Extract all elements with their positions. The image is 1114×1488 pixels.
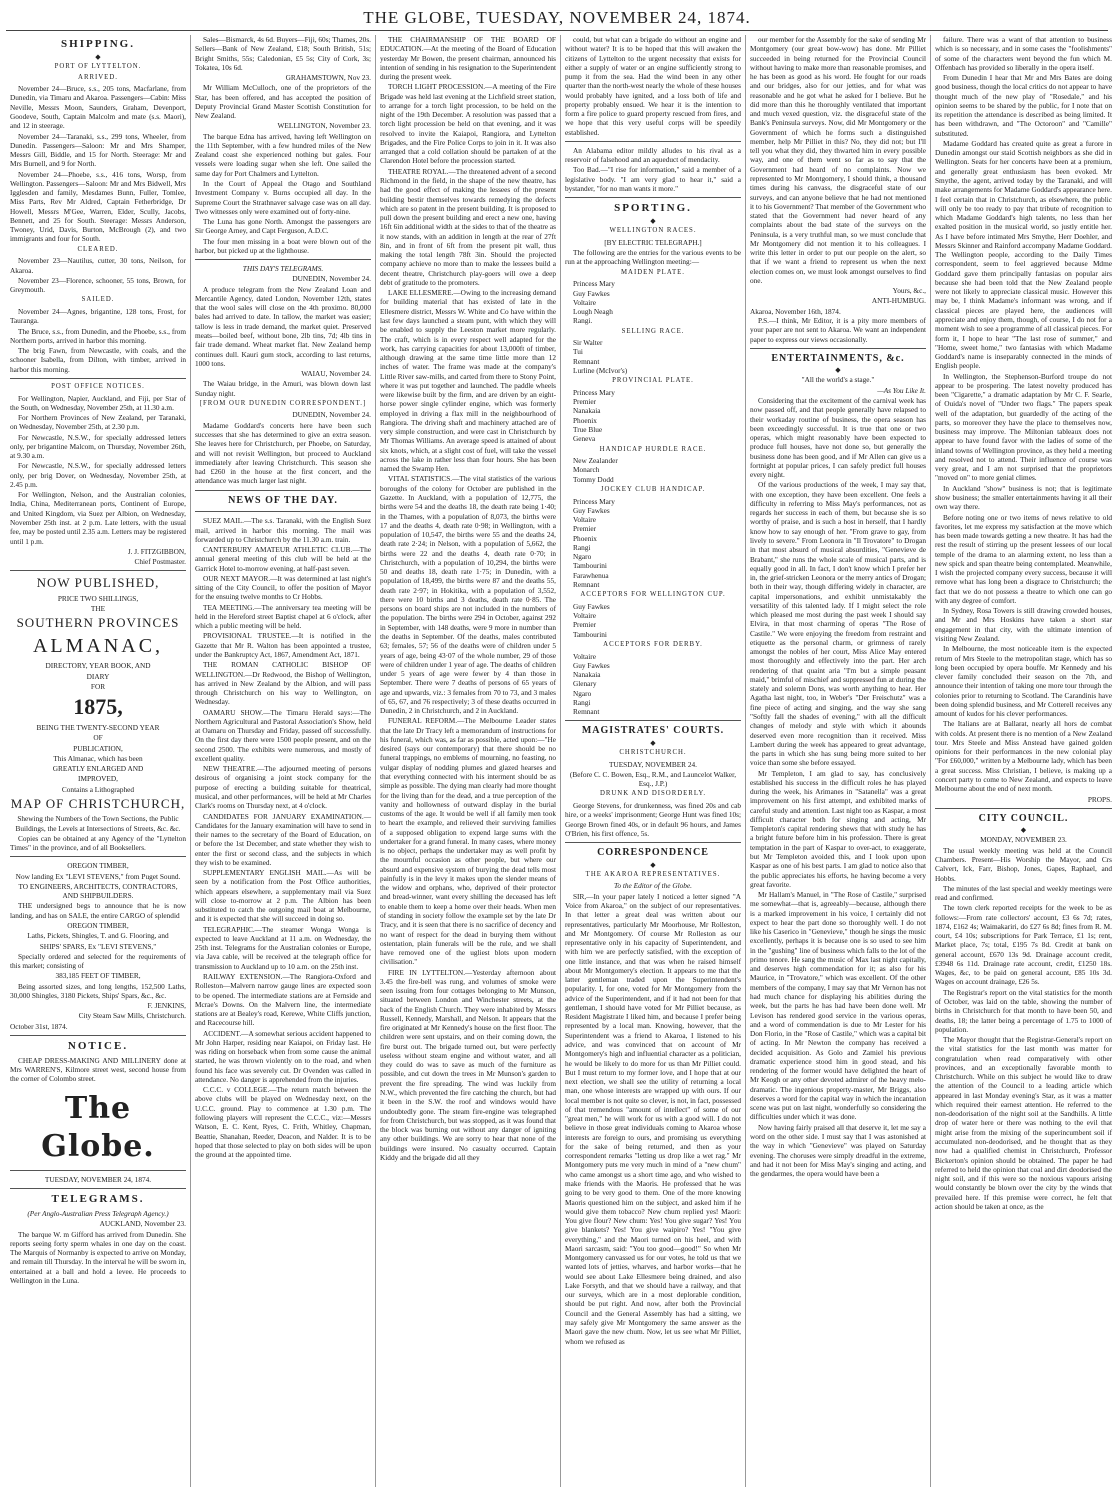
entertainments-heading: ENTERTAINMENTS, &c. — [771, 352, 905, 364]
paragraph: In Wellington, the Stephenson-Burford troupe do not appear to be prospering. The latest novelty produced has been "Cigarette," a dramatic adaptation by Mr C. F. Searle, of Ouida's novel of "Under two flags." The papers speak well of the adaptation, but guardedly of the acting of the parts, so moreover they have the place to themselves now, business may improve. The Miltonian tableaux does not appear to have found favor with the ladies of some of the inland towns of Wellington province, as they held a meeting and resolved not to attend. Their influence of course was very great, and I am not surprised that the proprietors "moved on" to more genial climes. — [935, 371, 1112, 483]
news-item: THE CHAIRMANSHIP OF THE BOARD OF EDUCATION.—At the meeting of the Board of Education yesterday Mr Bowen, the present chairman, announced his intention of sending in his resignation to the Superintendent during the present week. — [380, 35, 556, 82]
post-item: For Wellington, Napier, Auckland, and Fiji, per Star of the South, on Wednesday, November 25th, at 11.30 a.m. — [10, 393, 186, 412]
paragraph: The barque Edna has arrived, having left Wellington on the 11th September, with a few hundred miles of the New Zealand coast she experienced nothing but gales. Four vessels were loading sugar when she left. One sailed the same day for Port Chalmers and Lyttelton. — [195, 131, 371, 178]
ad-directory: DIRECTORY, YEAR BOOK, AND — [45, 661, 151, 671]
news-item: RAILWAY EXTENSION.—The Rangiora-Oxford and Rolleston—Malvern narrow gauge lines are expected soon to be opened. The intermediate stations are at Fernside and Mcrae's Downs. On the Malvern line, the intermediate stations are at Bealey's road, Kerewe, White Cliffs junction, and Racecourse hill. — [195, 972, 371, 1028]
telegraph-label: [BY ELECTRIC TELEGRAPH.] — [604, 237, 702, 247]
entry: Guy Fawkes — [573, 601, 610, 611]
city-council-date: MONDAY, NOVEMBER 23. — [980, 835, 1067, 845]
entry: Lurline (McIvor's) — [573, 366, 628, 376]
correspondence-text: our member for the Assembly for the sake of sending Mr Montgomery (our great bow-wow) has done. Mr Pilliet succeeded in being returned for the Provincial Council without having to make more than reasonable promises, and he has been as good as his word. He fought for our roads and our bridges, also for our jetties, and for what was reasonable and he got what he asked for I believe. But he did more than this he thoroughly ventilated that important and much vexed question, viz. the disgraceful state of the Bank's Peninsula surveys. Now, did Mr Montgomery or the Government of which he forms such a distinguished member, help Mr Pilliet in this? No, they did not; but I'll tell you what they did, they thwarted him in every possible way, and one of them went so far as to say that the Government had heard of no complaints. Now we represented to Mr Montgomery, I should think, a thousand times during his canvass, the disgraceful state of our surveys, and can anyone believe that he had not mentioned it to his Government? That member of the Government who stated that the Government had never heard of any complaints about the bad state of the surveys on the Peninsula, is a very truthful man, so we must conclude that Mr Montgomery did not mention it to his colleagues. I write this letter in order to put our people on the alert, so that if we want a friend to represent us when the next election comes on, we must look amongst ourselves to find one. — [750, 35, 926, 285]
ad-the: THE — [90, 604, 106, 614]
divider — [10, 378, 186, 379]
paragraph: A produce telegram from the New Zealand Loan and Mercantile Agency, dated London, November 12th, states that the wool sales will close on the 4th proximo. 80,000 bales had arrived to date. In tallow, the market was easier; tallow is less in trade demand, the market quiet. Preserved meats—boiled beef, without bone, 2lb tins, 7d; 4lb tins in fair trade demand. Wheat market flat. New Zealand hemp continues dull. Kauri gum stock, according to last returns, 1000 tons. — [195, 284, 371, 368]
entry: Premier — [573, 397, 597, 407]
entry: Voltaire — [573, 515, 596, 525]
arrived-item: November 24—Taranaki, s.s., 299 tons, Wheeler, from Dunedin. Passengers—Saloon: Mr and Mrs Shamper, Messrs Gill, Biddle, and 15 for North. Steerage: Mr and Mrs Burnell, and 9 for North. — [10, 131, 186, 169]
arrived-item: November 24—Bruce, s.s., 205 tons, Macfarlane, from Dunedin, via Timaru and Akaroa. Passengers—Cabin: Miss Neville, Messrs Moon, Saunders, Graham, Devenport, Goodeve, South, Captain Malcolm and mate (s.s. Maori), and 12 in steerage. — [10, 84, 186, 131]
shipping-heading: SHIPPING. — [61, 38, 135, 50]
globe-logo: The Globe. — [41, 1090, 155, 1164]
arrived-item: November 24—Phoebe, s.s., 416 tons, Worsp, from Wellington. Passengers—Saloon: Mr and Mrs Bidwell, Mrs Igglesden and family, Mesdames Bunn, Fuller, Tomlee, Miss Parts, Rev Mr Aldred, Captain Fetherbridge, Dr Howell, Messrs M'Gee, Warren, Elder, Scully, Jacobs, Bennett, and 25 for South. Steerage: Messrs Anderson, Twoney, Urid, Davis, Burton, McBrough (2), and two immigrants and four for South. — [10, 169, 186, 244]
news-item: An Alabama editor mildly alludes to his rival as a reservoir of falsehood and an aqueduct of mendacity. — [565, 145, 741, 165]
ad-being: BEING THE TWENTY-SECOND YEAR — [36, 722, 160, 732]
engineers-laths: Laths, Pickets, Shingles, T. and G. Flooring, and — [27, 931, 169, 941]
paragraph: The Waiau bridge, in the Amuri, was blown down last Sunday night. — [195, 379, 371, 398]
news-item: VITAL STATISTICS.—The vital statistics of the various boroughs of the colony for October are published in the Gazette. In Auckland, with a population of 12,775, the births were 54 and the deaths 18, the death rate being 1·40; in the Thames, with a population of 8,073, the births were 17 and the deaths 4, death rate 0·98; in Wellington, with a population of 10,547, the births were 55 and the deaths 24, death rate 2·24; in Nelson, with a population of 5,662, the births were 22 and the deaths 4, death rate 0·70; in Christchurch, with a population of 10,294, the births were 50 and deaths 18, death rate 1·75; in Dunedin, with a population of 18,499, the births were 87 and the deaths 55, death rate 2·97; in Hokitika, with a population of 3,552, there were 10 births and 3 deaths, death rate 0·85. The persons on board ships are not included in the numbers of the population. The births were 294 in October, against 292 in September, with 148 deaths, were 9 more in number than the deaths in September. Of the deaths, males contributed 63; females, 57; 56 of the deaths were of children under 5 years of age, being 43·07 of the whole number, 29 of those were of children under 1 year of age. The deaths of children under 5 years of age were fewer by 4 than those in September. There were 7 deaths of persons of 65 years of age and upwards, viz.: 3 females from 70 to 73, and 3 males of 65, 67, and 76 respectively; 3 of these deaths occurred in Dunedin, 2 in Christchurch, and 2 in Auckland. — [380, 474, 556, 716]
props-signature: PROPS. — [1087, 794, 1112, 804]
entry: Farawhenua — [573, 570, 609, 580]
ad-contains: Contains a Lithographed — [61, 784, 135, 794]
sailed-item: November 24—Agnes, brigantine, 128 tons, Frost, for Tauranga. — [10, 307, 186, 326]
masthead: THE GLOBE, TUESDAY, NOVEMBER 24, 1874. — [6, 0, 1108, 31]
news-item: LAKE ELLESMERE.—Owing to the increasing demand for building material that has existed of late in the Ellesmere district, Messrs W. White and Co have within the last few days launched a steam punt, with which they will be enabled to supply the Leeston market more regularly. The craft, which is in every respect well adapted for the work, has carrying capacities for about 13,000ft of timber, although drawing at the same time little more than 12 inches of water. The frame was made at the company's Little River saw-mills, and carted from there to Stony Point, where it was put together and launched. The paddle wheels were likewise built by the firm, and are driven by an eight-horse power single cylinder engine, which was formerly employed in driving a flax mill in the neighbourhood of Rangiora. The driving shaft and machinery attached are of very simple construction, and were cast in Christchurch by Mr Thomas Williams. An average speed is attained of about six knots, which, at a slight cost of fuel, will take the vessel across the lake in rather less than four hours. She has been named the Swamp Hen. — [380, 288, 556, 474]
shipping-note: The brig Fawn, from Newcastle, with coals, and the schooner Isabella, from Dilton, with timber, arrived in harbor this morning. — [10, 346, 186, 374]
correspondent-label: [FROM OUR DUNEDIN CORRESPONDENT.] — [199, 399, 367, 407]
entry-list — [565, 497, 741, 590]
entry: Voltaire — [573, 651, 596, 661]
entry: Tambourini — [573, 561, 607, 571]
dateline: DUNEDIN, November 24. — [292, 410, 371, 420]
news-item: TORCH LIGHT PROCESSION.—A meeting of the Fire Brigade was held last evening at the Lichfield street station, to arrange for a torch light procession, to be held on the night of the 19th December. A resolution was passed that a torch light procession be held on that evening, and it was resolved to invite the Kaiapoi, Rangiora, and Lyttelton Brigades, and the Fire Police Corps to join in it. It was also arranged that a cold collation should be partaken of at the Clarendon Hotel before the procession started. — [380, 82, 556, 166]
ad-diary: DIARY — [86, 671, 110, 681]
ad-year: 1875, — [73, 694, 123, 720]
news-item: TEA MEETING.—The anniversary tea meeting will be held in the Hereford street Baptist chapel at 6 o'clock, after which a public meeting will be held. — [195, 602, 371, 631]
correspondence-heading: CORRESPONDENCE — [597, 847, 709, 859]
entry-list — [565, 602, 741, 639]
entry: Guy Fawkes — [573, 288, 610, 298]
notice-text: CHEAP DRESS-MAKING AND MILLINERY done at Mrs WARREN'S, Kilmore street west, second house from the corner of Colombo street. — [10, 1055, 186, 1084]
entry: Princess Mary — [573, 387, 615, 397]
entry: Ngaro — [573, 552, 592, 562]
entry: Sir Walter — [573, 338, 603, 348]
post-item: For Newcastle, N.S.W., for specially addressed letters only, per brig Dover, on Wednesday, November 25th, at 2.45 p.m. — [10, 461, 186, 489]
entry: Phoenix — [573, 533, 597, 543]
news-item: FUNERAL REFORM.—The Melbourne Leader states that the late Dr Tracy left a memorandum of instructions for his funeral, which was, as far as possible, acted upon:—"He desired (says our contemporary) that there should be no funeral trappings, no emblems of mourning, no feasting, no vulgar display of nodding plumes and glazed hearses and that everything connected with his interment should be as simple as possible. The dying man clearly had more thought for the living than for the dead, and a true perception of the vanity and hollowness of outward display in the burial customs of the age. It would be well if all family men took to heart the example, and relieved their surviving families of a supposed obligation to expend large sums with the undertaker for a grand funeral. In many cases, where money is no object, perhaps the undertaker may as well profit by the mournful occasion as other people, but where our absurd and expensive system of burying the dead tells most painfully is in the levy it makes upon the slender means of the widow and orphans, who, deprived of their protector and bread-winner, want every shilling the deceased has left to enable them to keep a home over their heads. When men of standing in society follow the example set by the late Dr Tracy, and it is seen that there is no sacrifice of decency and no want of respect for the dead in burying them without ostentation, plain funerals will be the rule, and we shall have removed one of the ugliest blots upon modern civilisation." — [380, 716, 556, 967]
ornament: ◆ — [650, 217, 656, 226]
news-of-the-day-heading: NEWS OF THE DAY. — [228, 494, 338, 506]
ad-map: MAP OF CHRISTCHURCH, — [10, 795, 186, 811]
news-item: THE ROMAN CATHOLIC BISHOP OF WELLINGTON.—Dr Redwood, the Bishop of Wellington, has arrived in New Zealand by the Albion, and will pass through Christchurch on his way to Wellington, on Wednesday. — [195, 660, 371, 707]
divider — [10, 1170, 186, 1171]
ornament: ◆ — [95, 52, 101, 61]
news-item: CANTERBURY AMATEUR ATHLETIC CLUB.—The annual general meeting of this club will be held at the Garrick Hotel to-morrow evening, at half-past seven. — [195, 545, 371, 573]
post-office-heading: POST OFFICE NOTICES. — [51, 382, 145, 390]
date-line: TUESDAY, NOVEMBER 24, 1874. — [44, 1174, 152, 1184]
dateline: WELLINGTON, November 23. — [277, 121, 371, 131]
entry-list — [565, 338, 741, 375]
paragraph: The Mayor thought that the Registrar-General's report on the vital statistics for the last month was matter for congratulation when read comparatively with other provinces, and an exceptionally favorable month to Christchurch. While on this subject he would like to draw the attention of the Council to a leading article which appeared in last Monday evening's Star, as it was a matter which required their earnest attention. He referred to the non-deodorisation of the night soil at the Sandhills. A little drop of water here or there was nothing to the evil that might arise from the mixing of the superincumbent soil if accumulated non-deodorised, and he thought that as they now had a qualified chemist in Christchurch, Professor Bickerton's opinion should be obtained. The paper he had referred to held the opinion that coal and dirt deodorised the night soil, and if this were so the noxious vapours arising would constantly be blown over the city by the winds that prevailed here. If this premise were correct, he felt that action should be taken at once, as the — [935, 1035, 1112, 1211]
paragraph: In the Court of Appeal the Otago and Southland Investment Company v. Burns occupied all day. In the Supreme Court the Strathnaver salvage case was on all day. Two witnesses only were examined out of forty-nine. — [195, 178, 371, 216]
divider — [935, 808, 1112, 809]
entry: Remnant — [573, 356, 600, 366]
news-item: ACCIDENT.—A somewhat serious accident happened to Mr John Harper, residing near Kaiapoi, on Friday last. He was riding on horseback when from some cause the animal started, he was thrown violently on to the road, and when found his face was severely cut. Dr Ovenden was called in attendance. No danger is apprehended from the injuries. — [195, 1028, 371, 1084]
divider — [195, 511, 371, 512]
ornament: ◆ — [650, 860, 656, 869]
city-council-heading: CITY COUNCIL. — [978, 812, 1069, 824]
entry: Premier — [573, 524, 597, 534]
entry: Rangi. — [573, 316, 593, 326]
post-item: For Northern Provinces of New Zealand, per Taranaki, on Wednesday, November 25th, at 2.30 p.m. — [10, 413, 186, 432]
ad-for: FOR — [90, 681, 106, 691]
divider — [565, 720, 741, 721]
news-item: SUPPLEMENTARY ENGLISH MAIL.—As will be seen by a notification from the Post Office authorities, which appears elsewhere, a supplementary mail via Suez will close to-morrow at 2 p.m. The Albion has been substituted to catch the outgoing mail boat at Melbourne, and it is expected that she will succeed in doing so. — [195, 868, 371, 924]
race-heading: SELLING RACE. — [621, 327, 685, 335]
paragraph: The Luna has gone North. Amongst the passengers are Sir George Arney, and Capt Ferguson, A.D.C. — [195, 217, 371, 236]
paragraph: Of the various productions of the week, I may say that, with one exception, they have been excellent. One feels a difficulty in referring to Miss May's performances, not as regards her success in each of them, but because she is so worthy of praise, and is such a host in herself, that I hardly know how to say enough of her. "From grave to gay, from lively to severe." From Leonora in "Il Trovatore" to Drogan in that most absurd of musical absurdities, "Genevieve de Brabant," she runs the whole scale of musical parts, and is equally good in all. In fact, I don't know which I prefer her in, the grief-stricken Leonora or the merry antics of Drogan; both in their way, though differing widely in character, are capital impersonations, and exhibit unmistakably the versatility of this talented lady. If I might select the role which pleased me most during the past week I should say Elvira, in that most charming of operas "The Rose of Castile." We were enjoying the freedom from restraint and etiquette as the personal charm, or grimness of rarely amongst the nobles of her court, Miss Alice May entered most thoroughly and effectively into the part. Her arch rendering of that quaint aria "I'm but a simple peasant maid," brimful of mischief and suppressed fun at during the stately and solemn Dons, was worth anything to hear. Her Agatha last night, too, in Weber's "Der Freischutz" was a fine piece of acting and singing, and the way she sang "Softly fall the shades of evening," with all the difficult changes of melody and style with which it abounds deserved even more recognition than it received. Miss Lambert during the week has appeared to great advantage, the parts in which she has sung being more suited to her voice than some she before essayed. — [750, 480, 926, 768]
divider — [10, 570, 186, 571]
paragraph: Before noting one or two items of news relative to old favorites, let me express my satisfaction at the move which has been made towards getting a new theatre. It has had the rest the result of stirring up the present lessees of our local temple of the drama to an alarming extent, no less than a new spick and span theatre being contemplated. Meanwhile, I wish the projected company every success, because it will remove what has long been a disgrace to Christchurch; the fact that we do not possess a theatre to which one can go with any degree of comfort. — [935, 512, 1112, 605]
paragraph: Considering that the excitement of the carnival week has now passed off, and that people generally have relapsed to their workaday routine of business, the opera season has been exceedingly successful. It is true that one or two operas, which might reasonably have been expected to produce full houses, have not done so, but generally the business done has been good, and if Mr Allen can give us a fortnight at popular prices, I can safely predict full houses every night. — [750, 395, 926, 480]
entry-list — [565, 279, 741, 325]
entry: Tommy Dodd — [573, 474, 614, 484]
news-item: SUEZ MAIL.—The s.s. Taranaki, with the English Suez mail, arrived in harbor this morning. The mail was forwarded up to Christchurch by the 11.30 a.m. train. — [195, 516, 371, 544]
ad-publication: PUBLICATION, — [73, 743, 123, 753]
arrived-label: ARRIVED. — [78, 73, 118, 81]
entry: Voltaire — [573, 611, 596, 621]
entry: True Blue — [573, 424, 603, 434]
paragraph: Sales—Bismarck, 4s 6d. Buyers—Fiji, 60s; Thames, 20s. Sellers—Bank of New Zealand, £18; South British, 51s; Bright Smiths, 55s; Caledonian, £5 5s; City of Cork, 3s; Tokatea, 10s 6d. — [195, 35, 371, 72]
paragraph: Mr Hallam's Manuel, in "The Rose of Castile," surprised me somewhat—that is, agreeably—because, although there is a marked improvement in his voice, I certainly did not expect to hear the part done so thoroughly well. I do not like his Caserico in "Genevieve," though he sings the music excellently, perhaps it is because one is so used to see him in the "gushing" line of business which falls to the lot of the primo tenore. He sang the music of Max last night capitally, and deserves high commendation for it; as also for his Maurice, in "Trovatore," which was excellent. Of the other members of the company, I may say that Mr Vernon has not had much chance for displaying his abilities during the week, but the parts he has had have been done well. Mr Levison has rendered good service in the various operas, and a word of commendation is due to Mr Lester for his Don Florio, in the "Rose of Castile," which was a capital bit of acting. In Mr Newton the company has received a decided acquisition. As Golo and Zamiel his previous dramatic experience stood him in good stead, and his rendering of the former would have delighted the heart of Mr Keogh or any other devoted admirer of the heavy melo-dramatic. The ingenious property-master, Mr Briggs, also deserves a word for the capital way in which the incantation scene was put on last night, wonderfully so considering the difficulties under which it was done. — [750, 890, 926, 1122]
correspondence-sub: THE AKAROA REPRESENTATIVES. — [585, 870, 721, 878]
news-item: Too Bad.—"I rise for information," said a member of a legislative body. "I am very glad to hear it," said a bystander, "for no man wants it more." — [565, 165, 741, 193]
sailed-label: SAILED. — [81, 296, 115, 304]
engineers-oregon: OREGON TIMBER, — [67, 920, 129, 930]
entry: Remnant — [573, 579, 600, 589]
entry-list — [565, 456, 741, 484]
engineers-signature: F. JENKINS, — [147, 1001, 186, 1011]
entry: Lough Neagh — [573, 307, 613, 317]
engineers-assorted: Being assorted sizes, and long lengths, 152,500 Laths, 30,000 Shingles, 3180 Pickets, Ships' Spars, &c., &c. — [10, 981, 186, 1000]
entry: Guy Fawkes — [573, 660, 610, 670]
entry: Tui — [573, 347, 583, 357]
divider — [565, 141, 741, 142]
post-item: For Wellington, Nelson, and the Australian colonies, India, China, Mediterranean ports, Continent of Europe, and United Kingdom, via Suez per Albion, on Wednesday, November 25th inst. at 2 p.m. Late letters, with the usual fee, may be posted until 2.35 a.m. Letters may be registered until 1 p.m. — [10, 490, 186, 546]
paragraph: In Sydney, Rosa Towers is still drawing crowded houses, and Mr and Mrs Hoskins have taken a short star engagement in that city, with the ultimate intention of visiting New Zealand. — [935, 606, 1112, 643]
entry: Glenary — [573, 679, 597, 689]
telegrams-sub: (Per Anglo-Australian Press Telegraph Agency.) — [27, 1209, 169, 1219]
entry-list — [565, 388, 741, 444]
magistrates-date: TUESDAY, NOVEMBER 24. — [609, 759, 697, 769]
oregon-landing: Now landing Ex "LEVI STEVENS," from Puget Sound. — [15, 871, 181, 881]
telegrams-text: The barque W. m Gifford has arrived from Dunedin. She reports seeing forty sperm whales in one day on the coast. The Marquis of Normanby is expected to arrive on Monday, and remain till Thursday. In the interval he will be sworn in, entertained at a ball and hold a levee. He proceeds to Wellington in the Luna. — [10, 1229, 186, 1285]
news-item: TELEGRAPHIC.—The steamer Wonga Wonga is expected to leave Auckland at 11 a.m. on Wednesday, the 25th inst. Telegrams for the Australian colonies or Europe, via Java cable, will be received at the telegraph office for transmission to Auckland up to 10 a.m. on the 25th inst. — [195, 924, 371, 971]
paragraph: In Auckland "show" business is not; that is legitimate show business; the smaller entertainments having it all their own way there. — [935, 483, 1112, 512]
oregon-heading: OREGON TIMBER, — [67, 861, 129, 871]
engineers-text: THE undersigned begs to announce that he is now landing, and has on SALE, the entire CARGO of splendid — [10, 901, 186, 920]
race-heading: HANDICAP HURDLE RACE. — [599, 445, 707, 453]
divider — [10, 1188, 186, 1189]
entertainments-quote: "All the world's a stage." — [801, 375, 875, 385]
entry: Geneva — [573, 434, 596, 444]
entry: Phoenix — [573, 415, 597, 425]
dateline: DUNEDIN, November 24. — [292, 274, 371, 284]
paragraph: Madame Goddard's concerts here have been such successes that she has determined to give an extra season. She leaves here for Christchurch, per Phoebe, on Saturday, and will not revisit Wellington, but proceed to Auckland immediately after leaving Christchurch. This season she had £260 in the house at the first concert, and the attendance was much larger last night. — [195, 420, 371, 486]
dateline: WAIAU, November 24. — [301, 369, 371, 379]
ad-now-published: NOW PUBLISHED, — [36, 575, 160, 591]
entry: Premier — [573, 620, 597, 630]
divider — [10, 1035, 186, 1036]
ornament: ◆ — [835, 366, 841, 375]
entry-list — [565, 652, 741, 717]
cleared-label: CLEARED. — [77, 245, 119, 253]
this-days-telegrams-heading: THIS DAY'S TELEGRAMS. — [242, 264, 324, 274]
news-item: C.C.C. v COLLEGE.—The return match between the above clubs will be played on Wednesday next, on the U.C.C. ground. Play to commence at 1.30 p.m. The following players will represent the C.C.C., viz:—Messrs Watson, E. C. Kent, Ryes, C. Frith, Whitley, Chapman, Beattie, Shanahan, Reeder, Deacon, and Nalder. It is to be hoped that those selected to play on both sides will be upon the ground at the appointed time. — [195, 1085, 371, 1160]
magistrates-text: George Stevens, for drunkenness, was fined 20s and cab hire, or a weeks' imprisonment; George Hunt was fined 10s; George Brown fined 40s, or in default 96 hours, and James O'Brien, his first offence, 5s. — [565, 801, 741, 838]
column-6 — [931, 35, 1114, 1487]
ad-copies: Copies can be obtained at any Agency of the "Lyttelton Times" in the province, and of all Booksellers. — [10, 833, 186, 853]
race-heading: ACCEPTORS FOR WELLINGTON CUP. — [580, 591, 726, 599]
paragraph: The Registrar's report on the vital statistics for the month of October, was laid on the table, showing the number of births in Christchurch for that month to have been 50, and deaths, 18; the latter being a percentage of 1.75 to 1000 of population. — [935, 987, 1112, 1034]
column-3 — [376, 35, 561, 1487]
entry: Rangi — [573, 697, 591, 707]
port-heading: PORT OF LYTTELTON. — [54, 62, 142, 70]
paragraph: From Dunedin I hear that Mr and Mrs Bates are doing good business, though the local critics do not appear to have thought much of the new play of "Rosedale," and his opinion seems to be shared by the public, for I note that on its repetition the attendance is described as being limited. It has been withdrawn, and "The Octoroon" and "Camille" substituted. — [935, 73, 1112, 138]
news-item: PROVISIONAL TRUSTEE.—It is notified in the Gazette that Mr R. Walton has been appointed a trustee, under the Bankruptcy Act, 1867, Amendment Act, 1871. — [195, 631, 371, 659]
divider — [565, 842, 741, 843]
dateline: GRAHAMSTOWN, Nov 23. — [285, 73, 371, 83]
letter-signature: ANTI-HUMBUG. — [871, 296, 926, 306]
news-item: could, but what can a brigade do without an engine and without water? It is to be hoped that this will awaken the citizens of Lyttelton to the urgent necessity that exists for either a supply of water or an engine sufficiently strong to pump it from the sea. Had the wind been in any other quarter than the north-west nearly the whole of these houses would probably have ignited, and a loss both of life and property probably ensued. We hear it is the intention to form a fire police to guard property rescued from fires, and we hope that this very useful corps will be speedily established. — [565, 35, 741, 137]
paragraph: Madame Goddard has created quite as great a furore in Dunedin amongst our staid Scottish neighbors as she did in Wellington. Seats for her concerts have been at a premium, and generally great enthusiasm has been evoked. Mr Smythe, the agent, arrived today by the Taranaki, and will make arrangements for Madame Goddard's appearance here. I feel certain that in Christchurch, as elsewhere, the public will only be too ready to pay that tribute of recognition to which Madame Goddard's high talents, no less than her exalted position in the musical world, so justly entitle her. As I have before intimated Mrs Smythe, Herr Doehler, and Messrs Skinner and Rainford accompany Madame Goddard. The Wellington people, according to the Daily Times correspondent, seem to feel aggrieved because Mdme Goddard gave them principally fantasias on popular airs because she had been told that the New Zealand people were not likely to appreciate classical music. However this may be, I think Madame's informant was wrong, and if classical pieces are played here, the audiences will appreciate and enjoy them, though, of course, I do not for a moment wish to see a programme of all classical pieces. For form it, I hope to hear "The last rose of summer," and "Home, sweet home," two fantasias with which Madame Goddard's name is inseparably connected in the minds of English people. — [935, 138, 1112, 371]
entry: Remnant — [573, 707, 600, 717]
telegrams-heading: TELEGRAMS. — [51, 1193, 145, 1206]
paragraph: Now having fairly praised all that deserve it, let me say a word on the other side. I must say that I was astonished at the way in which "Genevieve" was played on Saturday evening. The choruses were simply dreadful in the extreme, and had it not been for Miss May's singing and acting, and the gendarmes, the opera would have been a — [750, 1122, 926, 1179]
divider — [195, 259, 371, 260]
paragraph: The usual weekly meeting was held at the Council Chambers. Present—His Worship the Mayor, and Crs Calvert, Ick, Farr, Bishop, Jones, Gapes, Raphael, and Hobbs. — [935, 845, 1112, 883]
race-heading: ACCEPTORS FOR DERBY. — [603, 640, 703, 648]
cleared-item: November 23—Florence, schooner, 55 tons, Brown, for Greymouth. — [10, 275, 186, 295]
ad-price: PRICE TWO SHILLINGS, — [57, 593, 139, 603]
ornament: ◆ — [650, 739, 656, 748]
paragraph: The minutes of the last special and weekly meetings were read and confirmed. — [935, 883, 1112, 903]
entry: Princess Mary — [573, 279, 615, 289]
magistrates-before: (Before C. C. Bowen, Esq., R.M., and Launcelot Walker, Esq., J.P.) — [569, 769, 737, 789]
ad-showing: Shewing the Numbers of the Town Sections, the Public Buildings, the Levels at Intersections of Streets, &c. &c. — [15, 814, 181, 833]
engineers-feet: 383,185 FEET OF TIMBER, — [55, 971, 141, 981]
magistrates-heading: MAGISTRATES' COURTS. — [581, 725, 725, 737]
news-item: CANDIDATES FOR JANUARY EXAMINATION.—Candidates for the January examination will have to send in their names to the secretary of the Board of Education, on or before the 1st December, and state whether they wish to enter the first or second class, and the subjects in which they wish to be examined. — [195, 811, 371, 867]
shipping-note: The Bruce, s.s., from Dunedin, and the Phoebe, s.s., from Northern ports, arrived in harbor this morning. — [10, 326, 186, 345]
race-heading: PROVINCIAL PLATE. — [612, 377, 694, 385]
race-heading: MAIDEN PLATE. — [621, 268, 685, 276]
engineers-signature-place: City Steam Saw Mills, Christchurch. — [78, 1011, 186, 1021]
divider — [10, 856, 186, 857]
news-item: THEATRE ROYAL.—The threatened advent of a second Richmond in the field, in the shape of the new theatre, has had the good effect of making the lessees of the present building bestir themselves towards remedying the defects which are so patent in the present building. It is proposed to pull down the present building and erect a new one, having 16ft 6in additional width at the sides to that of the theatre as it now stands, with an addition in length at the rear of 27ft 8in, and in front of 6ft from the present pit wall, thus making the total length 78ft 3in. Should the projected company achieve no more than to make the lessees build a decent theatre, Christchurch play-goers will owe a deep debt of gratitude to the promoters. — [380, 166, 556, 287]
ad-greatly: GREATLY ENLARGED AND — [52, 764, 144, 774]
ad-of: OF — [93, 733, 103, 743]
paragraph: The town clerk reported receipts for the week to be as follows:—From rate collectors' account, £3 6s 7d; rates, 1874, £162 4s; Waimakariri, do £27 6s 8d; fines from R. M. court, £4 10s; subscriptions for Park Terrace, £1 1s; rent, Market place, 7s; total, £195 7s 8d. Credit at bank on general account, £670 13s 9d. Drainage account credit, £3948 6s 11d. Drainage rate account, credit, £1250 18s. Wages, &c, to be paid on general account, £85 10s 3d. Wages on account drainage, £26 5s. — [935, 903, 1112, 987]
entry: Princess Mary — [573, 496, 615, 506]
news-item: NEW THEATRE.—The adjourned meeting of persons desirous of organising a joint stock company for the purpose of erecting a building suitable for theatrical, musical, and other performances, will be held at Mr Charles Clark's rooms on Thursday next, at 4 o'clock. — [195, 764, 371, 811]
paragraph: failure. There was a want of that attention to business which is so necessary, and in some cases the "foolishments" of some of the characters went beyond the fun which M. Offenbach has provided so liberally in the opera itself. — [935, 35, 1112, 72]
engineers-spec: Specially ordered and selected for the requirements of this market; consisting of — [10, 951, 186, 971]
letter-date: Akaroa, November 16th, 1874. — [750, 306, 841, 316]
divider — [195, 490, 371, 491]
entry: Ngaro — [573, 688, 592, 698]
sporting-heading: SPORTING. — [614, 202, 692, 215]
news-item: OAMARU SHOW.—The Timaru Herald says:—The Northern Agricultural and Pastoral Association's Show, held at Oamaru on Thursday and Friday, passed off successfully. On the first day there were 1500 people present, and on the second 2500. The exhibits were numerous, and mostly of excellent quality. — [195, 707, 371, 763]
wellington-races-heading: WELLINGTON RACES. — [609, 227, 697, 235]
paragraph: In Melbourne, the most noticeable item is the expected return of Mrs Steele to the metropolitan stage, which has so long been occupied by opera bouffe. Mr Kennedy and his clever family concluded their season on the 7th, and announce their intention of taking one more tour through the colonies prior to returning to Scotland. The Carandinis have been doing splendid business, and Mr Cotterell receives any amount of kudos for his clever performances. — [935, 644, 1112, 719]
paragraph: The Italians are at Ballarat, nearly all hors de combat with colds. At present there is no mention of a New Zealand tour. Mrs Steele and Miss Anstead have gained golden opinions for their performances in the new colonial play "For £60,000," written by a Melbourne lady, which has been a great success. Miss Christian, I believe, is making up a concert party to come to New Zealand, and expects to leave Melbourne about the end of next month. — [935, 719, 1112, 794]
news-item: FIRE IN LYTTELTON.—Yesterday afternoon about 3.45 the fire-bell was rung, and volumes of smoke were seen issuing from four cottages belonging to Mr Munson, situated between London and Winchester streets, at the back of the English Church. They were inhabited by Messrs Russell, Kennedy, Marshall, and Nelson. It appears that the fire originated at Mr Kennedy's house on the first floor. The children were sent upstairs, and on their coming down, the fire burst out. The brigade turned out, but were perfectly useless without steam engine and without water, and all they could do was to save as much of the furniture as possible, and cut down the trees in Mr Munson's garden to prevent the fire spreading. The wind was luckily from N.W., which prevented the fire catching the church, but had it been in the S.W. the roof and windows would have undoubtedly gone. The steam fire-engine was telegraphed for from Christchurch, but was stopped, as it was found that the block was burning out without any danger of igniting any other buildings. We are sorry to hear that none of the buildings were insured. No casualty occurred. Captain Kiddy and the brigade did all they — [380, 967, 556, 1162]
cleared-item: November 23—Nautilus, cutter, 30 tons, Neilson, for Akaroa. — [10, 256, 186, 275]
entertainments-attribution: —As You Like It. — [877, 385, 926, 395]
letter-postscript: P.S.—I think, Mr Editor, it is a pity more members of your paper are not sent to Akaroa. We want an independent paper to express our views occasionally. — [750, 315, 926, 344]
paragraph: Mr Templeton, I am glad to say, has conclusively established his success in the difficult roles he has played during the week, his Arimanes in "Satanella" was a great improvement on his first attempt, and exhibited marks of careful study and attention. Last night too as Kaspar, a most difficult character both for singing and acting, Mr Templeton's capital rendering shews that with study he has a bright future before him in his profession. There is great temptation in the part of Kaspar to over-act, to exaggerate, but Mr Templeton avoided this, and I look upon upon Kaspar as one of his best parts. I am glad to notice also that the public appreciates his efforts, he having become a very great favorite. — [750, 768, 926, 889]
column-1 — [6, 35, 191, 1487]
entry: Monarch — [573, 465, 600, 475]
letter-closing: Yours, &c., — [892, 286, 926, 296]
entry: Voltaire — [573, 297, 596, 307]
engineers-spars: SHIPS' SPARS, Ex "LEVI STEVENS," — [39, 941, 157, 951]
telegrams-place: AUCKLAND, November 23. — [99, 1219, 186, 1229]
columns — [6, 35, 1112, 1487]
sporting-intro: The following are the entries for the various events to be run at the approaching Wellington meeting:— — [565, 248, 741, 267]
paragraph: Mr William McCulloch, one of the proprietors of the Star, has been offered, and has accepted the position of Deputy Provincial Grand Master Scottish Constitution for New Zealand. — [195, 83, 371, 121]
paragraph: The four men missing in a boat were blown out of the harbor, but picked up at the lighthouse. — [195, 236, 371, 255]
correspondence-to: To the Editor of the Globe. — [614, 881, 692, 891]
column-5 — [746, 35, 931, 1487]
divider — [565, 197, 741, 198]
post-signature-title: Chief Postmaster. — [134, 557, 186, 567]
magistrates-place: CHRISTCHURCH. — [619, 749, 687, 757]
column-4 — [561, 35, 746, 1487]
entry: Nanakaia — [573, 406, 601, 416]
entry: Guy Fawkes — [573, 505, 610, 515]
notice-heading: NOTICE. — [67, 1039, 129, 1052]
ornament: ◆ — [1020, 826, 1027, 835]
divider — [750, 348, 926, 349]
post-item: For Newcastle, N.S.W., for specially addressed letters only, per brigantine Malcom, on Thursday, November 26th, at 9.30 a.m. — [10, 432, 186, 461]
magistrates-sub: DRUNK AND DISORDERLY. — [599, 790, 707, 798]
engineers-heading: TO ENGINEERS, ARCHITECTS, CONTRACTORS, AND SHIPBUILDERS. — [18, 881, 178, 901]
entry: Rangi — [573, 542, 591, 552]
ad-this-almanac: This Almanac, which has been — [53, 753, 143, 763]
entry: Tambourini — [573, 629, 607, 639]
entry: New Zealander — [573, 456, 618, 466]
ad-improved: IMPROVED, — [78, 774, 118, 784]
entry: Nanakaia — [573, 670, 601, 680]
column-2 — [191, 35, 376, 1487]
post-signature: J. J. FITZGIBBON, — [127, 546, 186, 556]
ad-title: SOUTHERN PROVINCES — [16, 615, 180, 631]
race-heading: JOCKEY CLUB HANDICAP. — [600, 485, 706, 493]
news-item: OUR NEXT MAYOR.—It was determined at last night's sitting of the City Council, to offer the position of Mayor for the ensuing twelve months to Cr Hobbs. — [195, 573, 371, 602]
engineers-date: October 31st, 1874. — [10, 1021, 68, 1031]
ad-almanac: ALMANAC, — [32, 634, 164, 657]
correspondence-text: SIR,—In your paper lately I noticed a letter signed "A Voice from Akaroa," on the subject of our representatives. In that letter a great deal was written about our representatives, particularly Mr Moorhouse, Mr Rolleston, and Mr Montgomery. Of course Mr Rolleston as our representative only in his capacity of Superintendent, and with him we are perfectly satisfied, with the exception of one little instance, and that was when he raised himself about Mr Montgomery's election. It appears to me that the latter gentleman traded upon the Superintendent's popularity. I, for one, voted for Mr Montgomery from the advice of the Superintendent, and if it had not been for that gentleman, I should have voted for Mr Pilliet because, as Resident Magistrate I liked him, and because I prefer being represented by a local man. Knowing, however, that the Superintendent was a friend to Akaroa, I listened to his advice, and was convinced that on account of Mr Montgomery's high and influential character as a politician, he would be likely to do more for us than Mr Pilliet could. But I must return to my former love, and I hope that at our next election, we shall see the utility of returning a local man, one whose interests are wrapped up with ours. If our local member is not quite so clever, is not, in fact, possessed of that tremendous "amount of intellect" of some of our "great men," he will work for us with a good will. I do not believe in those great individuals coming to Akaroa whose interests are foreign to ours, and promising us everything for the sake of being returned, and then as your correspondent remarks "letting us drop like a wet rag." Mr Montgomery puts me very much in mind of a "new chum" who came amongst us a short time ago, and who wished to make friends with the Maoris. He professed that he was going to be very good to them. One of the more knowing Maoris questioned him on the subject, and asked him if he would give them tobacco? New chum replied yes! Maori: You give flour? New chum: Yes! You give sugar? Yes! You give blankets? Yes! You give waipiro? Yes! "You give everything," and the Maori turned on his heel, and with Maori sarcasm, said: "You too good—good!" So when Mr Montgomery canvassed us for our votes, he told us that we wanted lots of jetties, wharves, and harbor works—that he would see about Lake Ellesmere being drained, and also Lake Forsyth, and that we should have a railway, and that our surveys, which are in a most deplorable condition, should be put right. And now, after both the Provincial Council and the General Assembly has had a sitting, we may safely give Mr Montgomery the same answer as the Maori gave the new chum. Now, let us see what Mr Pilliet, whom we refused as — [565, 891, 742, 1346]
